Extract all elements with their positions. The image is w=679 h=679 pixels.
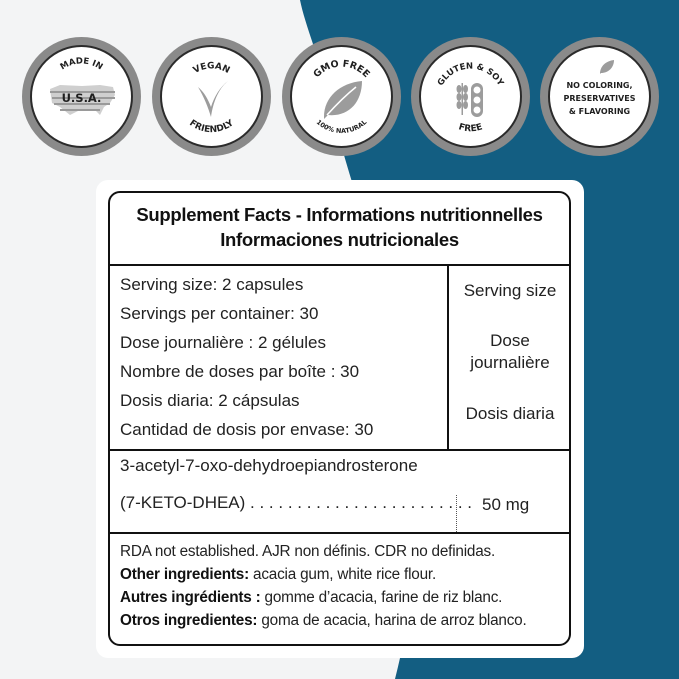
serving-header-column (449, 266, 571, 449)
serving-info: Serving size: 2 capsules Servings per container: 30 Dose journalière : 2 gélules Nombre de doses par boîte : 30 Dosis diaria: 2 cápsulas Cantidad de dosis por envase: 30 (120, 275, 374, 439)
ingredient-amount: 50 mg (482, 495, 530, 514)
ingredient-name: 3-acetyl-7-oxo-dehydroepiandrosterone (120, 456, 418, 475)
rda-note: RDA not established. AJR non définis. CDR no definidas. (120, 543, 496, 560)
otros-ingredientes: Otros ingredientes: goma de acacia, harina de arroz blanco. (120, 612, 527, 629)
badge-top-text: MADE IN (58, 56, 105, 73)
ingredients-footer (120, 540, 527, 632)
autres-ingredients: Autres ingrédients : gomme d’acacia, farine de riz blanc. (120, 589, 503, 606)
dotted-divider (456, 495, 458, 532)
dosis-header: Dosis diaria (465, 404, 555, 423)
badge-top-text: VEGAN (191, 61, 232, 76)
badge-bottom-text: FREE (457, 122, 484, 135)
dose-header: Dose journalière (470, 331, 550, 372)
badge-text-lines: NO COLORING, PRESERVATIVES & FLAVORING (563, 81, 636, 116)
gmo-free-badge (282, 37, 401, 156)
badge-top-text: GLUTEN & SOY (435, 61, 506, 88)
leaf-icon (290, 45, 393, 148)
gluten-soy-free-badge (411, 37, 530, 156)
supplement-facts-table (108, 191, 571, 646)
no-coloring-badge (540, 37, 659, 156)
vegan-friendly-badge (152, 37, 271, 156)
usa-map-icon (30, 45, 133, 148)
divider (110, 532, 569, 534)
badge-bottom-text: FRIENDLY (187, 118, 236, 136)
facts-title: Supplement Facts - Informations nutritionnelles Informaciones nutricionales (136, 204, 543, 250)
wheat-soy-icon (419, 45, 522, 148)
badge-top-text: GMO FREE (311, 58, 372, 81)
badge-bottom-text: 100% NATURAL (314, 118, 369, 136)
serving-size-header: Serving size (463, 281, 557, 300)
badge-main-text: U.S.A. (61, 91, 102, 105)
made-in-usa-badge (22, 37, 141, 156)
vegan-v-leaf-icon (160, 45, 263, 148)
other-ingredients: Other ingredients: acacia gum, white rice flour. (120, 566, 436, 583)
small-leaf-icon (598, 59, 616, 75)
divider (110, 449, 569, 451)
ingredient-label: (7-KETO-DHEA) . . . . . . . . . . . . . . . . . . . . . . . . (120, 493, 473, 512)
